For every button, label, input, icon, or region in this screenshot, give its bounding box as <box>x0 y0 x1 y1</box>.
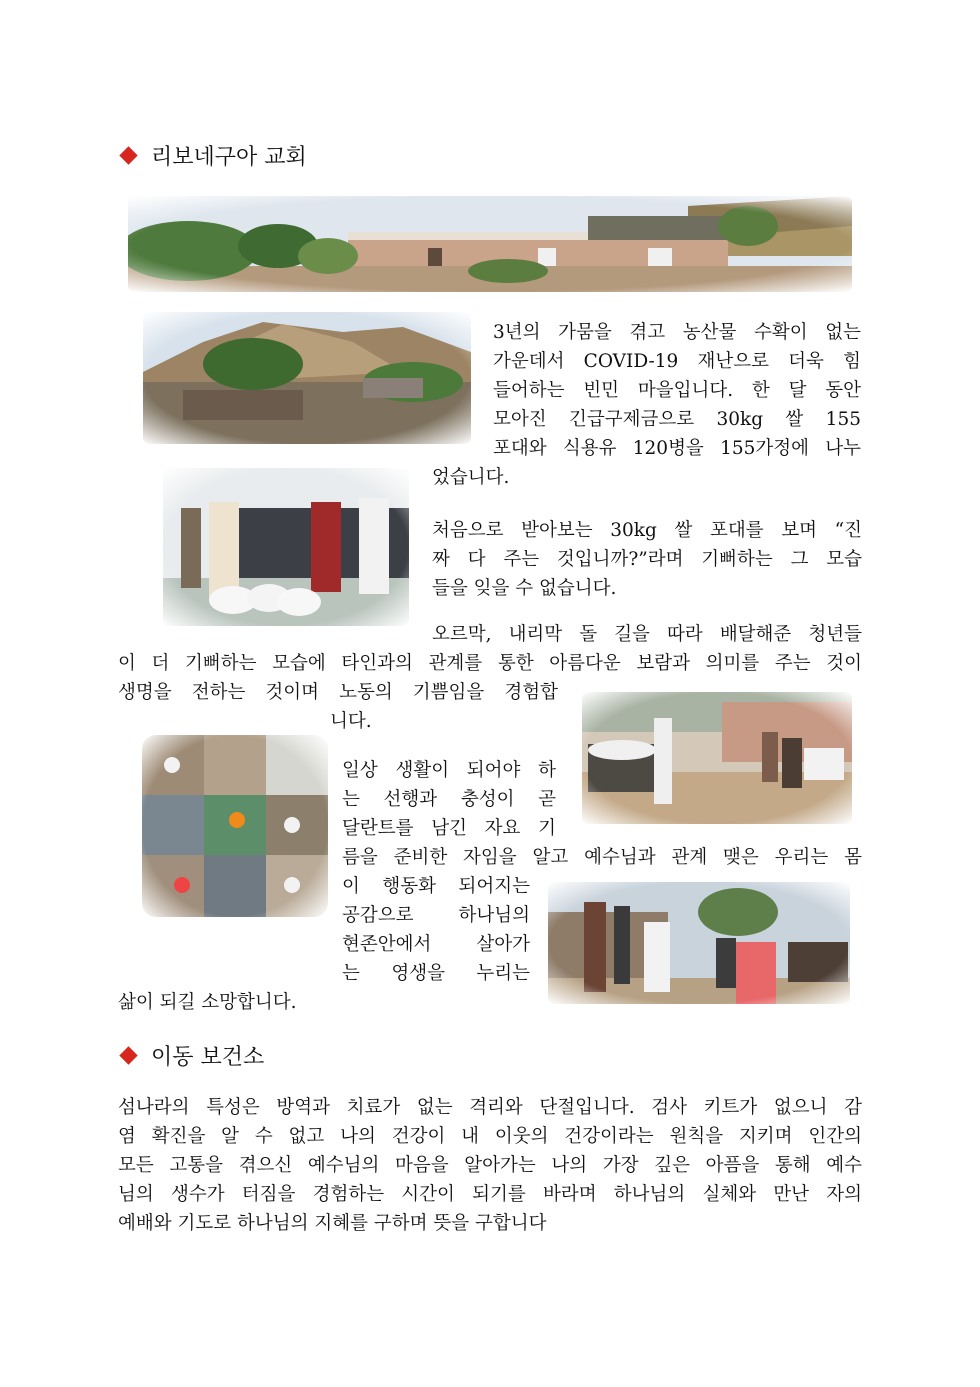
text-line: 예배와 기도로 하나님의 지혜를 구하며 뜻을 구합니다 <box>118 1213 547 1234</box>
text-line: 공감으로 하나님의 <box>342 905 530 926</box>
paragraph-village <box>493 318 861 463</box>
text-line: 이 더 기뻐하는 모습에 타인과의 관계를 통한 아름다운 보람과 의미를 주는 것이 <box>118 653 862 674</box>
text-line-block <box>118 678 558 707</box>
text-line: 는 선행과 충성이 곧 <box>342 789 556 810</box>
text-line: 생명을 전하는 것이며 노동의 기쁨임을 경험합 <box>118 682 558 703</box>
text-line: 가운데서 COVID-19 재난으로 더욱 힘 <box>493 351 861 372</box>
paragraph-service <box>342 756 556 843</box>
text-line: 달란트를 남긴 자요 기 <box>342 818 556 839</box>
text-line: 염 확진을 알 수 없고 나의 건강이 내 이웃의 건강이라는 원칙을 지키며 인간의 <box>118 1126 862 1147</box>
text-line: 짜 다 주는 것입니까?”라며 기뻐하는 그 모습 <box>432 549 862 570</box>
text-line: 님의 생수가 터짐을 경험하는 시간이 되기를 바라며 하나님의 실체와 만난 자의 <box>118 1184 862 1205</box>
rice-donation-photo <box>163 468 409 626</box>
text-line: 이 행동화 되어지는 <box>342 876 530 897</box>
text-line: 현존안에서 살아가 <box>342 934 530 955</box>
paragraph-clinic <box>118 1093 862 1238</box>
text-line: 니다. <box>330 711 372 732</box>
poor-village-photo <box>143 312 471 444</box>
text-line: 포대와 식용유 120병을 155가정에 나누 <box>493 438 861 459</box>
section-title: 리보네구아 교회 <box>151 145 307 170</box>
text-line: 모든 고통을 겪으신 예수님의 마음을 알아가는 나의 가장 깊은 아픔을 통해 예수 <box>118 1155 862 1176</box>
diamond-bullet-icon <box>119 146 137 164</box>
crowd-delivery-photo <box>548 882 850 1004</box>
section-heading-clinic <box>118 1040 264 1071</box>
text-line: 었습니다. <box>432 467 510 488</box>
text-line: 오르막, 내리막 돌 길을 따라 배달해준 청년들 <box>432 624 862 645</box>
text-line-block <box>432 620 862 649</box>
section-heading-church <box>118 140 307 171</box>
section-title: 이동 보건소 <box>151 1045 265 1070</box>
text-line: 3년의 가뭄을 겪고 농산물 수확이 없는 <box>493 322 861 343</box>
paragraph-reaction <box>432 516 862 603</box>
text-line: 일상 생활이 되어야 하 <box>342 760 556 781</box>
text-line-block <box>118 649 862 678</box>
text-line: 삶이 되길 소망합니다. <box>118 992 297 1013</box>
text-line: 모아진 긴급구제금으로 30kg 쌀 155 <box>493 409 861 430</box>
church-building-photo <box>128 196 852 292</box>
text-line-block <box>342 872 530 988</box>
text-line: 는 영생을 누리는 <box>342 963 530 984</box>
delivery-collage-photo <box>142 735 328 917</box>
text-line-block <box>342 843 862 872</box>
truck-delivery-photo <box>582 692 852 824</box>
text-line: 섬나라의 특성은 방역과 치료가 없는 격리와 단절입니다. 검사 키트가 없으니 감 <box>118 1097 862 1118</box>
diamond-bullet-icon <box>119 1046 137 1064</box>
text-line: 들어하는 빈민 마을입니다. 한 달 동안 <box>493 380 861 401</box>
text-line: 들을 잊을 수 없습니다. <box>432 578 617 599</box>
text-line: 름을 준비한 자임을 알고 예수님과 관계 맺은 우리는 몸 <box>342 847 862 868</box>
text-line: 처음으로 받아보는 30kg 쌀 포대를 보며 “진 <box>432 520 862 541</box>
